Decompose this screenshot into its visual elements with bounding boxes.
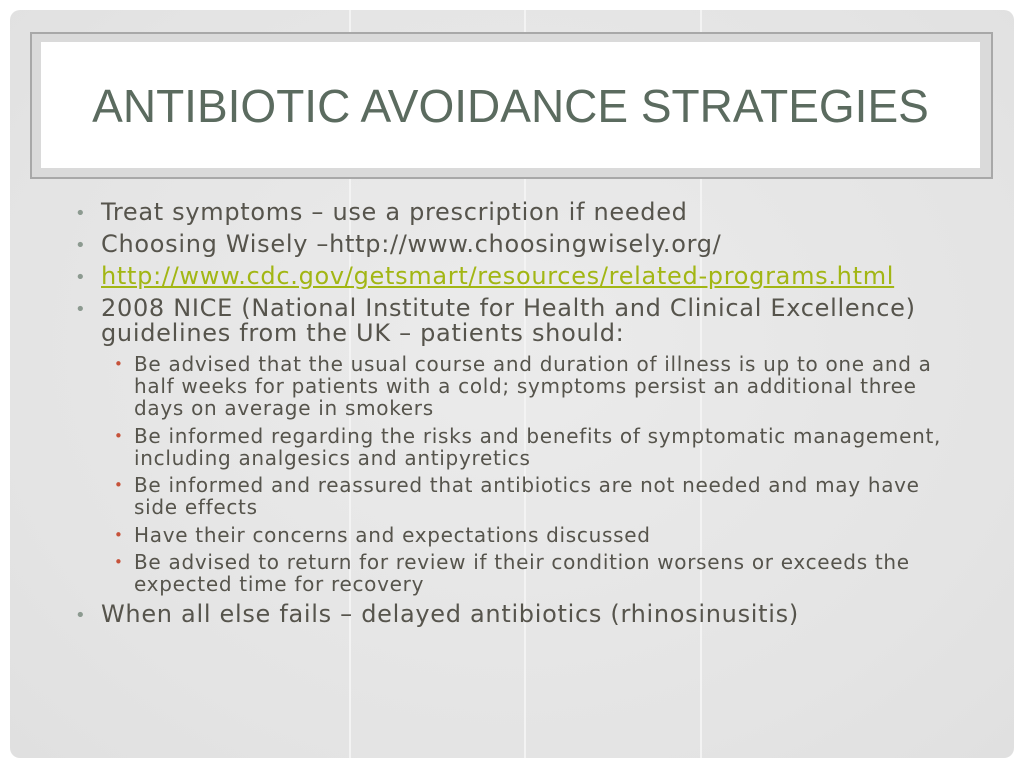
bullet-text: Treat symptoms – use a prescription if needed [101, 198, 688, 226]
sub-bullet-icon: • [114, 355, 123, 373]
sub-bullet-item [114, 352, 957, 420]
bullet-item-treat-symptoms [75, 198, 971, 226]
bullet-list [75, 198, 971, 628]
sub-bullet-item [114, 423, 957, 470]
bullet-icon: • [75, 299, 86, 320]
cdc-getsmart-link[interactable]: http://www.cdc.gov/getsmart/resources/related-programs.html [101, 262, 895, 290]
sub-bullet-text: Be advised to return for review if their condition worsens or exceeds the expected time for recovery [134, 550, 910, 596]
sub-bullet-item [114, 473, 957, 519]
sub-bullet-text: Be advised that the usual course and duration of illness is up to one and a half weeks for patients with a cold; symptoms persist an additional three days on average in smokers [134, 352, 932, 420]
bullet-item-nice-guidelines [75, 294, 971, 596]
bullet-item-delayed-antibiotics [75, 600, 971, 628]
sub-bullet-icon: • [114, 426, 123, 445]
bullet-text: 2008 NICE (National Institute for Health and Clinical Excellence) guidelines from the UK – patients should: [101, 294, 916, 347]
sub-bullet-text: Be informed regarding the risks and benefits of symptomatic management, including analgesics and antipyretics [134, 423, 942, 470]
sub-bullet-text: Be informed and reassured that antibiotics are not needed and may have side effects [134, 473, 920, 519]
title-box [41, 42, 980, 168]
sub-bullet-item [114, 550, 957, 596]
bullet-icon: • [75, 235, 86, 256]
sub-bullet-icon: • [114, 553, 123, 571]
bullet-text: When all else fails – delayed antibiotics (rhinosinusitis) [101, 600, 799, 628]
slide-title: ANTIBIOTIC AVOIDANCE STRATEGIES [92, 80, 929, 132]
bullet-item-choosing-wisely [75, 230, 971, 258]
bullet-text: Choosing Wisely –http://www.choosingwisely.org/ [101, 230, 722, 258]
bullet-icon: • [75, 605, 86, 626]
sub-bullet-text: Have their concerns and expectations discussed [134, 522, 651, 547]
bullet-icon: • [75, 267, 86, 288]
sub-bullet-item [114, 522, 957, 547]
sub-bullet-icon: • [114, 476, 123, 494]
sub-bullet-icon: • [114, 525, 123, 544]
bullet-item-cdc-link [75, 262, 971, 290]
sub-bullet-list [114, 352, 957, 596]
bullet-icon: • [75, 203, 86, 224]
